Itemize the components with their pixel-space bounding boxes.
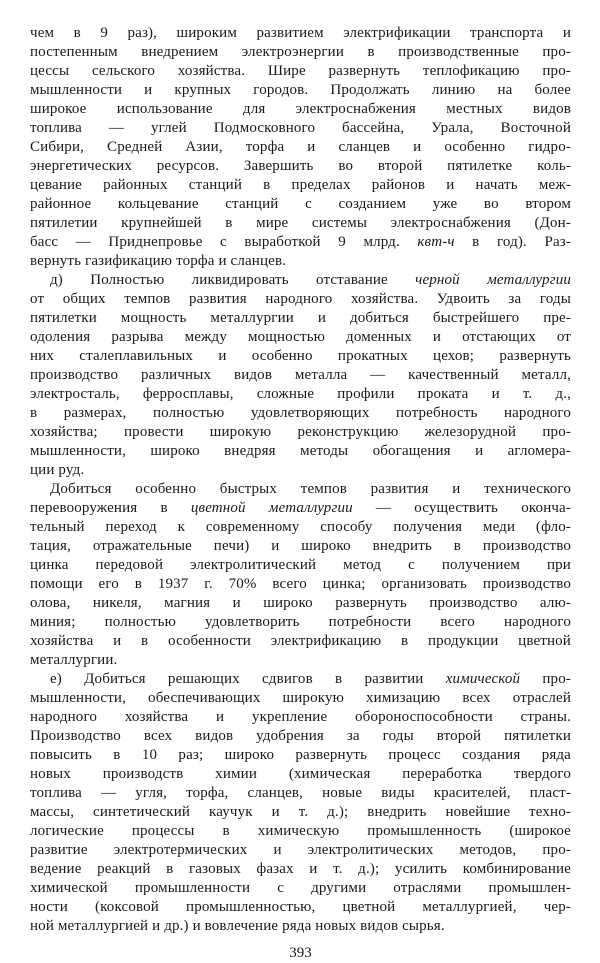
text-line (30, 43, 571, 62)
text-line (30, 575, 571, 594)
text: логические процессы в химическую промышленность (широкое (30, 823, 571, 839)
text-line (30, 765, 571, 784)
text-line (30, 879, 571, 898)
paragraph (30, 670, 571, 936)
text-line (30, 461, 571, 480)
italic-text: цветной металлургии (190, 500, 353, 516)
text-line (30, 347, 571, 366)
text-line (30, 537, 571, 556)
text-line (30, 727, 571, 746)
text: широкое использование для электроснабжения местных видов (30, 101, 571, 117)
text: Производство всех видов удобрения за годы второй пятилетки (30, 728, 571, 744)
text: районное кольцевание станций с созданием уже во втором (30, 196, 571, 212)
text: е) Добиться решающих сдвигов в развитии (50, 671, 446, 687)
text: металлургии. (30, 652, 118, 668)
text: цинка передовой электролитический метод с получением при (30, 557, 571, 573)
text: олова, никеля, магния и широко развернуть производство алю- (30, 595, 571, 611)
text: хозяйства; провести широкую реконструкцию железорудной про- (30, 424, 571, 440)
text-line (30, 271, 571, 290)
text: перевооружения в (30, 500, 191, 516)
text: ции руд. (30, 462, 85, 478)
text: топлива — углей Подмосковного бассейна, Урала, Восточной (30, 120, 571, 136)
text: басс — Приднепровье с выработкой 9 млрд. (30, 234, 418, 250)
text: цевание районных станций в пределах районов и начать меж- (30, 177, 571, 193)
text-line (30, 404, 571, 423)
text-line (30, 917, 571, 936)
text-line (30, 233, 571, 252)
text: ной металлургией и др.) и вовлечение ряда новых видов сырья. (30, 918, 445, 934)
text: массы, синтетический каучук и т. д.); внедрить новейшие техно- (30, 804, 571, 820)
text: цессы сельского хозяйства. Шире развернуть теплофикацию про- (30, 63, 571, 79)
text: ведение реакций в газовых фазах и т. д.); усилить комбинирование (30, 861, 571, 877)
text: в год). Раз- (454, 234, 571, 250)
text: пятилетии крупнейшей в мире системы электроснабжения (Дон- (30, 215, 571, 231)
text-line (30, 499, 571, 518)
text: энергетических ресурсов. Завершить во второй пятилетке коль- (30, 158, 571, 174)
text-line (30, 594, 571, 613)
text-line (30, 670, 571, 689)
text-line (30, 613, 571, 632)
text: мышленности, широко внедряя методы обогащения и агломера- (30, 443, 571, 459)
text: миния; полностью удовлетворить потребности всего народного (30, 614, 571, 630)
text: — осуществить оконча- (352, 500, 572, 516)
text: развитие электротермических и электролитических методов, про- (30, 842, 571, 858)
text-line (30, 328, 571, 347)
text-line (30, 518, 571, 537)
text: Сибири, Средней Азии, торфа и сланцев и особенно гидро- (30, 139, 571, 155)
text-line (30, 841, 571, 860)
text-line (30, 176, 571, 195)
text-line (30, 138, 571, 157)
text-line (30, 423, 571, 442)
text-line (30, 860, 571, 879)
text-line (30, 252, 571, 271)
text: ности (коксовой промышленностью, цветной металлургией, чер- (30, 899, 571, 915)
text-line (30, 366, 571, 385)
text: них сталеплавильных и особенно прокатных цехов; развернуть (30, 348, 571, 364)
text: народного хозяйства и укрепление обороноспособности страны. (30, 709, 571, 725)
text: вернуть газификацию торфа и сланцев. (30, 253, 287, 269)
text: тация, отражательные печи) и широко внедрить в производство (30, 538, 571, 554)
text-line (30, 385, 571, 404)
text: Добиться особенно быстрых темпов развития и технического (50, 481, 571, 497)
page-number: 393 (289, 945, 312, 961)
text-line (30, 708, 571, 727)
text: повысить в 10 раз; широко развернуть процесс создания ряда (30, 747, 571, 763)
text-line (30, 822, 571, 841)
text: одоления разрыва между мощностью доменных и отстающих от (30, 329, 571, 345)
text: мышленности, обеспечивающих широкую химизацию всех отраслей (30, 690, 571, 706)
text: топлива — угля, торфа, сланцев, новые виды красителей, пласт- (30, 785, 571, 801)
paragraph (30, 24, 571, 271)
text-line (30, 556, 571, 575)
text-line (30, 100, 571, 119)
text: постепенным внедрением электроэнергии в производственные про- (30, 44, 571, 60)
text: помощи его в 1937 г. 70% всего цинка; организовать производство (30, 576, 571, 592)
text-line (30, 480, 571, 499)
text: хозяйства и в особенности электрификацию в продукции цветной (30, 633, 571, 649)
text: мышленности и крупных городов. Продолжать линию на более (30, 82, 571, 98)
text-line (30, 309, 571, 328)
text: тельный переход к современному способу получения меди (фло- (30, 519, 571, 535)
text: производство различных видов металла — качественный металл, (30, 367, 571, 383)
text-line (30, 290, 571, 309)
text-line (30, 689, 571, 708)
page (30, 24, 571, 963)
text-line (30, 442, 571, 461)
text-line (30, 803, 571, 822)
text: в размерах, полностью удовлетворяющих потребность народного (30, 405, 571, 421)
text-line (30, 214, 571, 233)
text-line (30, 784, 571, 803)
paragraph (30, 480, 571, 670)
text-line (30, 632, 571, 651)
text-line (30, 898, 571, 917)
text: чем в 9 раз), широким развитием электрификации транспорта и (30, 25, 571, 41)
text: электросталь, ферросплавы, сложные профили проката и т. д., (30, 386, 571, 402)
text-line (30, 24, 571, 43)
text-line (30, 746, 571, 765)
text: д) Полностью ликвидировать отставание (50, 272, 416, 288)
text-line (30, 62, 571, 81)
italic-text: химической (445, 671, 521, 687)
text: от общих темпов развития народного хозяйства. Удвоить за годы (30, 291, 571, 307)
text-line (30, 119, 571, 138)
text-line (30, 81, 571, 100)
text-line (30, 195, 571, 214)
italic-text: черной металлургии (415, 272, 571, 288)
text: про- (520, 671, 571, 687)
text: новых производств химии (химическая переработка твердого (30, 766, 571, 782)
italic-text: квт-ч (417, 234, 455, 250)
text: химической промышленности с другими отраслями промышлен- (30, 880, 571, 896)
text-line (30, 651, 571, 670)
text: пятилетки мощность металлургии и добиться быстрейшего пре- (30, 310, 571, 326)
page-body (30, 24, 571, 936)
text-line (30, 157, 571, 176)
paragraph (30, 271, 571, 480)
